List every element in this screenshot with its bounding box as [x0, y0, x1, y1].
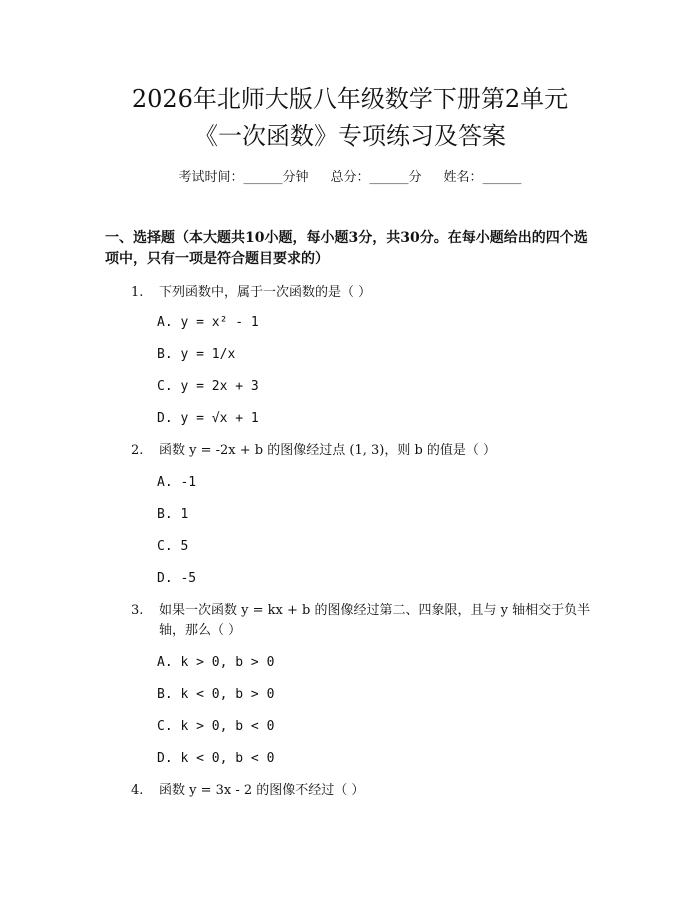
student-name-field: 姓名：______ — [443, 170, 522, 185]
question-1-option-a: A. y = x² - 1 — [157, 315, 259, 330]
question-number: 3. — [131, 603, 144, 618]
question-stem: 下列函数中，属于一次函数的是（ ） — [159, 285, 372, 300]
question-2-option-c: C. 5 — [157, 539, 189, 554]
question-3-option-c: C. k > 0, b < 0 — [157, 719, 275, 734]
question-2-option-d: D. -5 — [157, 571, 197, 586]
question-number: 1. — [131, 285, 144, 300]
question-number: 4. — [131, 783, 144, 798]
question-number: 2. — [131, 443, 144, 458]
exam-meta-row — [0, 169, 700, 187]
question-2-option-a: A. -1 — [157, 475, 197, 490]
section-heading-multiple-choice: 一、选择题（本大题共10小题，每小题3分，共30分。在每小题给出的四个选项中，只有一项是符合题目要求的） — [105, 230, 588, 267]
document-title-line-1: 2026年北师大版八年级数学下册第2单元 — [131, 85, 569, 113]
question-3-option-a: A. k > 0, b > 0 — [157, 655, 275, 670]
exam-time-field: 考试时间：______分钟 — [178, 170, 309, 185]
question-4 — [131, 781, 601, 803]
document-title-line-2: 《一次函数》专项练习及答案 — [194, 122, 506, 150]
question-2-option-b: B. 1 — [157, 507, 189, 522]
question-1-option-b: B. y = 1/x — [157, 347, 236, 362]
question-1-option-d: D. y = √x + 1 — [157, 411, 259, 426]
question-3-option-d: D. k < 0, b < 0 — [157, 751, 275, 766]
total-score-field: 总分：______分 — [330, 170, 422, 185]
question-3 — [131, 601, 601, 643]
question-1 — [131, 283, 601, 305]
question-stem: 函数 y = 3x - 2 的图像不经过（ ） — [159, 783, 365, 798]
question-stem: 函数 y = -2x + b 的图像经过点 (1, 3)，则 b 的值是（ ） — [159, 443, 497, 458]
question-stem: 如果一次函数 y = kx + b 的图像经过第二、四象限，且与 y 轴相交于负半轴，那么（ ） — [159, 603, 591, 638]
question-2 — [131, 441, 601, 463]
question-1-option-c: C. y = 2x + 3 — [157, 379, 259, 394]
question-3-option-b: B. k < 0, b > 0 — [157, 687, 275, 702]
